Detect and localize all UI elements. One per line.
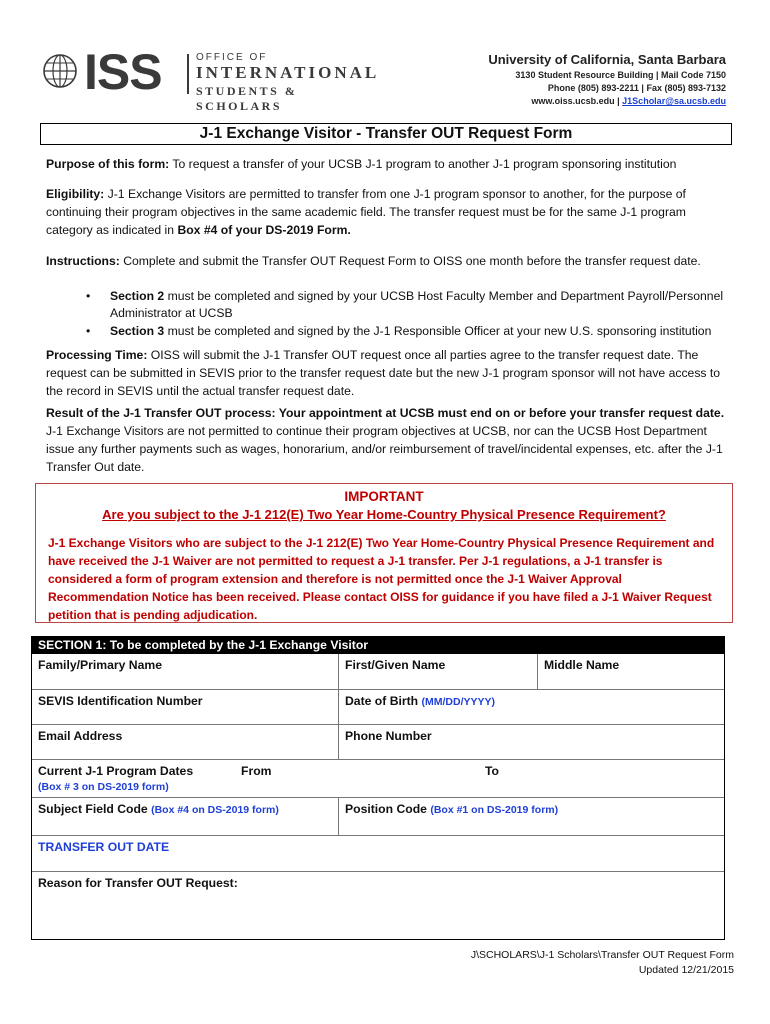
email-field[interactable]	[32, 725, 338, 760]
purpose-paragraph	[46, 155, 736, 173]
list-item	[88, 288, 738, 322]
sevis-id-label: SEVIS Identification Number	[38, 694, 203, 708]
bullet-text: must be completed and signed by the J-1 Responsible Officer at your new U.S. sponsoring institution	[167, 324, 712, 338]
form-row-codes	[32, 797, 724, 836]
website-link[interactable]: www.oiss.ucsb.edu	[531, 96, 615, 106]
transfer-date-label: TRANSFER OUT DATE	[38, 840, 170, 854]
university-name: University of California, Santa Barbara	[488, 52, 726, 67]
purpose-label: Purpose of this form:	[46, 157, 170, 171]
subject-code-hint: (Box #4 on DS-2019 form)	[151, 804, 279, 816]
from-date-field[interactable]	[282, 760, 482, 798]
footer-path: J\SCHOLARS\J-1 Scholars\Transfer OUT Request Form	[470, 949, 734, 961]
sevis-id-field[interactable]	[32, 690, 338, 725]
web-email-line	[488, 96, 726, 106]
logo-line1: OFFICE OF	[196, 52, 268, 63]
eligibility-text: J-1 Exchange Visitors are permitted to transfer from one J-1 program sponsor to another, for the purpose of continuing their program objectives in the same academic field. The transfer request must be for the same J-1 program category as indicated in	[46, 187, 686, 237]
contact-block	[488, 52, 726, 106]
position-code-wrap	[345, 802, 558, 816]
form-row-contact	[32, 724, 724, 760]
instructions-paragraph	[46, 252, 736, 270]
footer-updated: Updated 12/21/2015	[638, 964, 734, 976]
logo-line3: STUDENTS & SCHOLARS	[196, 84, 298, 113]
dob-label: Date of Birth	[345, 694, 419, 708]
logo-line2: INTERNATIONAL	[196, 63, 380, 82]
processing-label: Processing Time:	[46, 348, 148, 362]
reason-field[interactable]	[32, 871, 724, 939]
bullet-icon: •	[86, 324, 91, 338]
phone-field[interactable]	[338, 725, 725, 760]
first-name-label: First/Given Name	[345, 658, 446, 672]
list-item	[88, 323, 738, 340]
bullet-icon: •	[86, 289, 91, 303]
phone-label: Phone Number	[345, 729, 432, 743]
instructions-label: Instructions:	[46, 254, 120, 268]
dob-hint: (MM/DD/YYYY)	[421, 696, 496, 708]
logo-divider	[187, 54, 189, 94]
from-label: From	[241, 764, 272, 778]
to-label: To	[485, 764, 499, 778]
globe-icon	[42, 53, 78, 89]
bullet-bold: Section 2	[110, 289, 165, 303]
to-date-field[interactable]	[512, 760, 724, 798]
eligibility-bold-tail: Box #4 of your DS-2019 Form.	[177, 223, 351, 237]
subject-code-label: Subject Field Code	[38, 802, 148, 816]
footer	[471, 948, 734, 978]
phone-fax: Phone (805) 893-2211 | Fax (805) 893-7132	[547, 83, 726, 93]
separator: |	[617, 96, 620, 106]
eligibility-paragraph	[46, 185, 736, 239]
dob-field[interactable]	[338, 690, 725, 725]
email-label: Email Address	[38, 729, 123, 743]
first-name-field[interactable]	[338, 654, 539, 689]
form-row-sevis	[32, 689, 724, 725]
processing-paragraph	[46, 346, 736, 400]
result-label: Result of the J-1 Transfer OUT process: Your appointment at UCSB must end on or before your transfer request date.	[46, 406, 725, 420]
subject-code-field[interactable]	[32, 798, 338, 836]
important-body: J-1 Exchange Visitors who are subject to the J-1 212(E) Two Year Home-Country Physical Presence Requirement and have received the J-1 Waiver are not permitted to request a J-1 transfer. Per J-1 regulations, a J-1 transfer is considered a form of program extension and therefore is not permitted once the J-1 Waiver Approval Recommendation Notice has been received. Please contact OISS for guidance if you have filed a J-1 Waiver Request petition that is pending adjudication.	[48, 536, 715, 622]
dob-label-wrap	[345, 694, 495, 708]
important-notice	[35, 483, 733, 623]
position-code-label: Position Code	[345, 802, 427, 816]
bullet-text: must be completed and signed by your UCSB Host Faculty Member and Department Payroll/Personnel Administrator at UCSB	[110, 289, 724, 320]
oiss-logo	[40, 44, 380, 113]
instructions-text: Complete and submit the Transfer OUT Request Form to OISS one month before the transfer request date.	[123, 254, 701, 268]
section1-form	[31, 636, 725, 940]
program-dates-label: Current J-1 Program Dates	[38, 764, 194, 778]
reason-label: Reason for Transfer OUT Request:	[38, 876, 238, 890]
middle-name-field[interactable]	[537, 654, 725, 689]
logo-iss-text: ISS	[84, 44, 162, 100]
important-question: Are you subject to the J-1 212(E) Two Year Home-Country Physical Presence Requirement?	[102, 507, 666, 522]
family-name-field[interactable]	[32, 654, 338, 689]
subject-code-wrap	[38, 802, 279, 816]
transfer-date-field[interactable]	[32, 835, 724, 872]
form-row-names	[32, 654, 724, 689]
program-dates-hint: (Box # 3 on DS-2019 form)	[38, 781, 169, 793]
form-title: J-1 Exchange Visitor - Transfer OUT Request Form	[40, 123, 732, 145]
purpose-text: To request a transfer of your UCSB J-1 program to another J-1 program sponsoring institution	[172, 157, 677, 171]
form-row-program-dates	[32, 759, 724, 798]
result-paragraph	[46, 404, 736, 476]
address: 3130 Student Resource Building | Mail Code 7150	[515, 70, 726, 80]
eligibility-label: Eligibility:	[46, 187, 105, 201]
result-text: J-1 Exchange Visitors are not permitted to continue their program objectives at UCSB, nor can the UCSB Host Department issue any further payments such as wages, honorarium, and/or reimbursement of travel/incidental expenses, etc. after the J-1 Transfer Out date.	[46, 424, 723, 474]
position-code-hint: (Box #1 on DS-2019 form)	[430, 804, 559, 816]
family-name-label: Family/Primary Name	[38, 658, 162, 672]
section1-heading: SECTION 1: To be completed by the J-1 Exchange Visitor	[32, 637, 724, 654]
important-title: IMPORTANT	[344, 489, 424, 504]
position-code-field[interactable]	[338, 798, 725, 836]
middle-name-label: Middle Name	[544, 658, 620, 672]
email-link[interactable]: J1Scholar@sa.ucsb.edu	[622, 96, 726, 106]
processing-text: OISS will submit the J-1 Transfer OUT request once all parties agree to the transfer request date. The request can be submitted in SEVIS prior to the transfer request date but the new J-1 program sponsor will not have access to the record in SEVIS until the actual transfer request date.	[46, 348, 721, 398]
bullet-bold: Section 3	[110, 324, 165, 338]
